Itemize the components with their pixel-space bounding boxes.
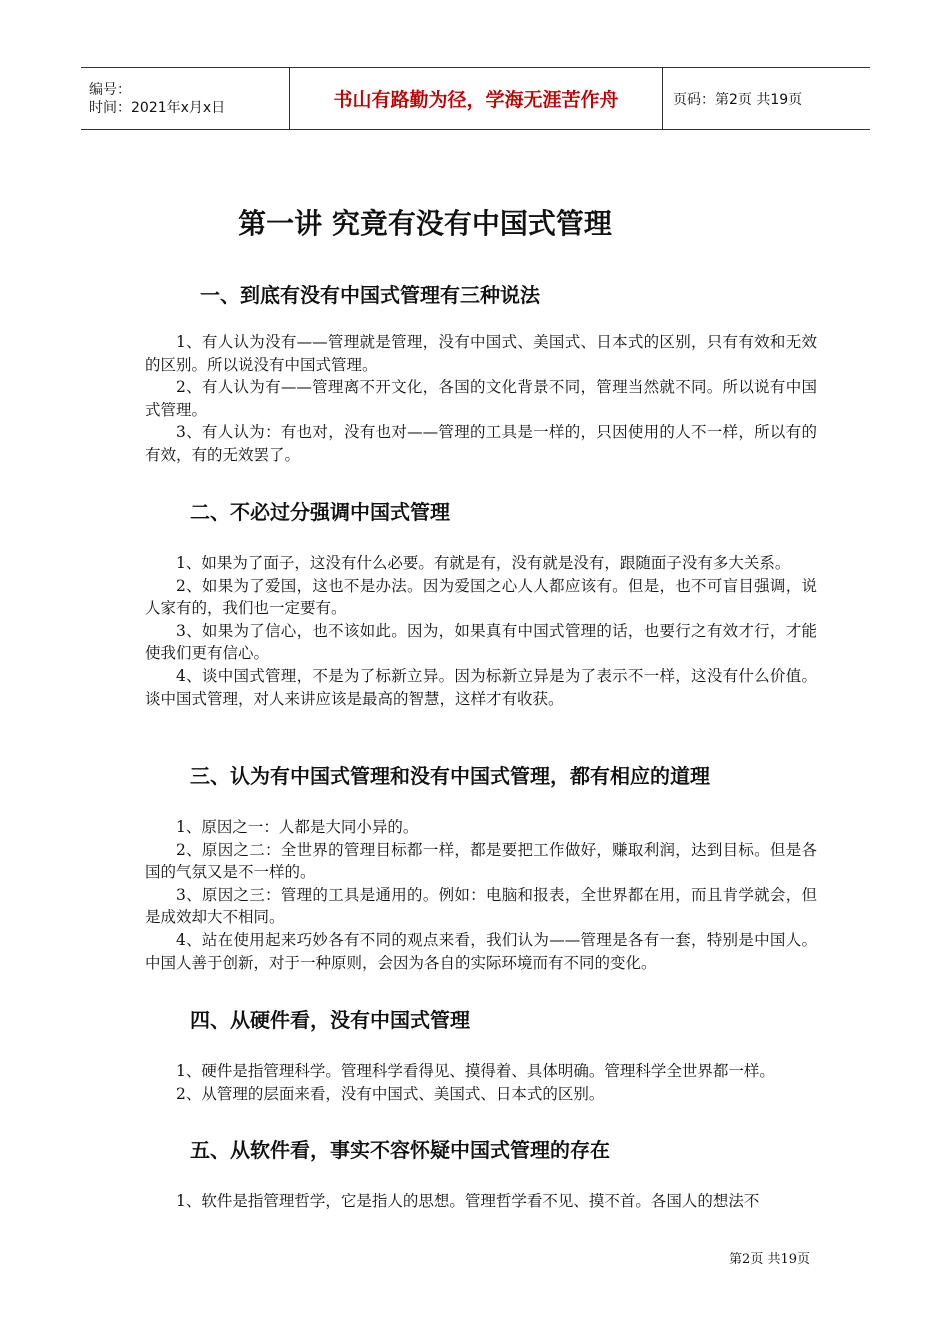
page-title: 第一讲 究竟有没有中国式管理 (238, 207, 612, 240)
paragraph: 1、有人认为没有——管理就是管理，没有中国式、美国式、日本式的区别，只有有效和无效的区别。所以说没有中国式管理。 (145, 333, 817, 374)
document-number-label: 编号： (89, 81, 131, 98)
paragraph: 2、如果为了爱国，这也不是办法。因为爱国之心人人都应该有。但是，也不可盲目强调，说人家有的，我们也一定要有。 (145, 576, 817, 618)
paragraph: 4、谈中国式管理，不是为了标新立异。因为标新立异是为了表示不一样，这没有什么价值。谈中国式管理，对人来讲应该是最高的智慧，这样才有收获。 (145, 666, 817, 708)
page-header (81, 67, 870, 130)
paragraph: 3、有人认为：有也对，没有也对——管理的工具是一样的，只因使用的人不一样，所以有的有效，有的无效罢了。 (145, 423, 817, 464)
section-2 (145, 498, 817, 710)
paragraph: 1、如果为了面子，这没有什么必要。有就是有，没有就是没有，跟随面子没有多大关系。 (176, 554, 791, 572)
section-heading: 二、不必过分强调中国式管理 (190, 500, 450, 524)
header-meta (81, 68, 289, 129)
page-footer: 第2页 共19页 (729, 1252, 810, 1267)
paragraph: 1、软件是指管理哲学，它是指人的思想。管理哲学看不见、摸不首。各国人的想法不 (176, 1192, 760, 1210)
paragraph: 1、原因之一：人都是大同小异的。 (176, 818, 419, 836)
header-motto: 书山有路勤为径，学海无涯苦作舟 (289, 68, 663, 129)
section-heading: 一、到底有没有中国式管理有三种说法 (200, 283, 540, 307)
section-heading: 五、从软件看，事实不容怀疑中国式管理的存在 (190, 1138, 610, 1162)
section-4 (176, 1006, 817, 1105)
section-heading: 四、从硬件看，没有中国式管理 (190, 1008, 470, 1032)
paragraph: 3、原因之三：管理的工具是通用的。例如：电脑和报表，全世界都在用，而且肯学就会，但是成效却大不相同。 (145, 885, 817, 927)
paragraph: 2、从管理的层面来看，没有中国式、美国式、日本式的区别。 (176, 1084, 605, 1103)
document-time-label: 时间：2021年x月x日 (89, 99, 226, 116)
paragraph: 2、有人认为有——管理离不开文化，各国的文化背景不同，管理当然就不同。所以说有中国式管理。 (145, 378, 817, 419)
paragraph: 2、原因之二：全世界的管理目标都一样，都是要把工作做好，赚取利润，达到目标。但是各国的气氛又是不一样的。 (145, 840, 817, 882)
paragraph: 3、如果为了信心，也不该如此。因为，如果真有中国式管理的话，也要行之有效才行，才能使我们更有信心。 (145, 621, 817, 663)
paragraph: 4、站在使用起来巧妙各有不同的观点来看，我们认为——管理是各有一套，特别是中国人。中国人善于创新，对于一种原则，会因为各自的实际环境而有不同的变化。 (145, 930, 817, 972)
section-1 (145, 281, 817, 467)
section-heading: 三、认为有中国式管理和没有中国式管理，都有相应的道理 (190, 764, 710, 788)
paragraph: 1、硬件是指管理科学。管理科学看得见、摸得着、具体明确。管理科学全世界都一样。 (176, 1062, 775, 1080)
section-5 (176, 1136, 817, 1213)
section-3 (145, 762, 817, 974)
header-page-info: 页码：第2页 共19页 (673, 91, 803, 108)
